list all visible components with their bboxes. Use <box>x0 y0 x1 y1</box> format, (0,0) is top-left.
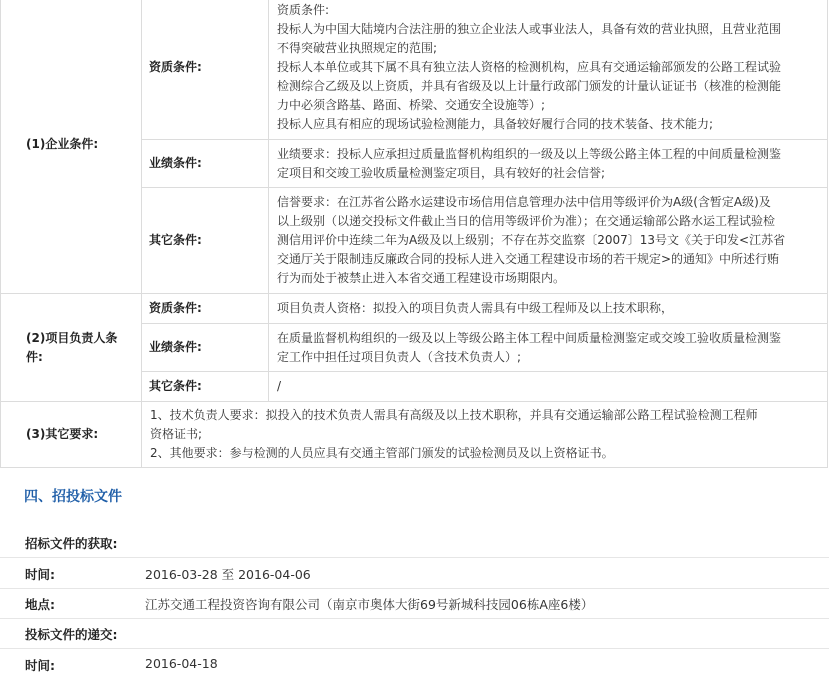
table-row <box>1 0 828 140</box>
info-row <box>0 649 829 679</box>
text-line: 以上级别（以递交投标文件截止当日的信用等级评价为准）；在交通运输部公路水运工程试验检 <box>277 214 776 228</box>
info-label: 招标文件的获取: <box>25 536 118 551</box>
table-row <box>1 402 828 468</box>
info-label: 时间: <box>25 567 55 582</box>
text-line: 2、其他要求：参与检测的人员应具有交通主管部门颁发的试验检测员及以上资格证书。 <box>150 446 614 460</box>
other-conditions-label: 其它条件: <box>142 188 269 294</box>
info-label: 投标文件的递交: <box>25 627 118 642</box>
info-row <box>0 527 829 558</box>
text-line: 交通厅关于限制违反廉政合同的投标人进入交通工程建设市场的若干规定>的通知》中所述行贿 <box>277 252 780 266</box>
text-line: 在质量监督机构组织的一级及以上等级公路主体工程中间质量检测鉴定或交竣工验收质量检测鉴 <box>277 330 782 345</box>
table-row <box>1 294 828 324</box>
manager-label-line2: 件: <box>26 349 43 364</box>
info-row <box>0 618 829 649</box>
text-line: 定工作中担任过项目负责人（含技术负责人）; <box>277 349 522 364</box>
manager-conditions-label <box>1 294 142 402</box>
info-row <box>0 558 829 589</box>
text-line: 检测综合乙级及以上资质，并具有省级及以上计量行政部门颁发的计量认证证书（核准的检测能 <box>277 78 782 93</box>
text-line: 测信用评价中连续二年为A级及以上级别；不存在苏交监察〔2007〕13号文《关于印发<江苏省 <box>277 233 786 247</box>
text-line: 信誉要求：在江苏省公路水运建设市场信用信息管理办法中信用等级评价为A级(含暂定A级)及 <box>277 195 771 209</box>
performance-label: 业绩条件: <box>142 324 269 372</box>
info-label: 时间: <box>25 658 55 673</box>
other-conditions-label: 其它条件: <box>142 372 269 402</box>
info-row <box>0 588 829 619</box>
text-line: 力中必须含路基、路面、桥梁、交通安全设施等）; <box>277 97 546 112</box>
info-value: 江苏交通工程投资咨询有限公司（南京市奥体大街69号新城科技园06栋A座6楼） <box>145 597 594 612</box>
text-line: 业绩要求：投标人应承担过质量监督机构组织的一级及以上等级公路主体工程的中间质量检测鉴 <box>277 146 782 161</box>
enterprise-qualification-text <box>269 0 828 140</box>
info-value: 2016-03-28 至 2016-04-06 <box>145 567 311 582</box>
text-line: 资质条件: <box>277 2 330 17</box>
info-value: 2016-04-18 <box>145 656 218 671</box>
text-line: 定项目和交竣工验收质量检测鉴定项目，具有较好的社会信誉; <box>277 165 606 180</box>
text-line: 投标人应具有相应的现场试验检测能力，具备较好履行合同的技术装备、技术能力; <box>277 116 714 131</box>
qualification-label: 资质条件: <box>142 0 269 140</box>
text-line: 1、技术负责人要求：拟投入的技术负责人需具有高级及以上技术职称，并具有交通运输部公路工程试验检测工程师 <box>150 408 758 422</box>
other-requirements-text <box>142 402 828 468</box>
text-line: 投标人为中国大陆境内合法注册的独立企业法人或事业法人，具备有效的营业执照，且营业范围 <box>277 21 782 36</box>
enterprise-other-text <box>269 188 828 294</box>
manager-performance-text <box>269 324 828 372</box>
text-line: 不得突破营业执照规定的范围; <box>277 40 438 55</box>
other-requirements-label: (3)其它要求: <box>1 402 142 468</box>
text-line: / <box>277 379 282 393</box>
performance-label: 业绩条件: <box>142 140 269 188</box>
section-title: 四、招投标文件 <box>24 489 122 505</box>
text-line: 资格证书; <box>150 427 203 441</box>
text-line: 项目负责人资格：拟投入的项目负责人需具有中级工程师及以上技术职称， <box>277 301 674 315</box>
enterprise-conditions-label: (1)企业条件: <box>1 0 142 294</box>
manager-qualification-text <box>269 294 828 324</box>
qualification-label: 资质条件: <box>142 294 269 324</box>
manager-other-text <box>269 372 828 402</box>
info-label: 地点: <box>25 597 55 612</box>
text-line: 投标人本单位或其下属不具有独立法人资格的检测机构，应具有交通运输部颁发的公路工程试验 <box>277 59 782 74</box>
text-line: 行为而处于被禁止进入本省交通工程建设市场期限内。 <box>277 271 566 285</box>
enterprise-performance-text <box>269 140 828 188</box>
manager-label-line1: (2)项目负责人条 <box>26 330 118 345</box>
